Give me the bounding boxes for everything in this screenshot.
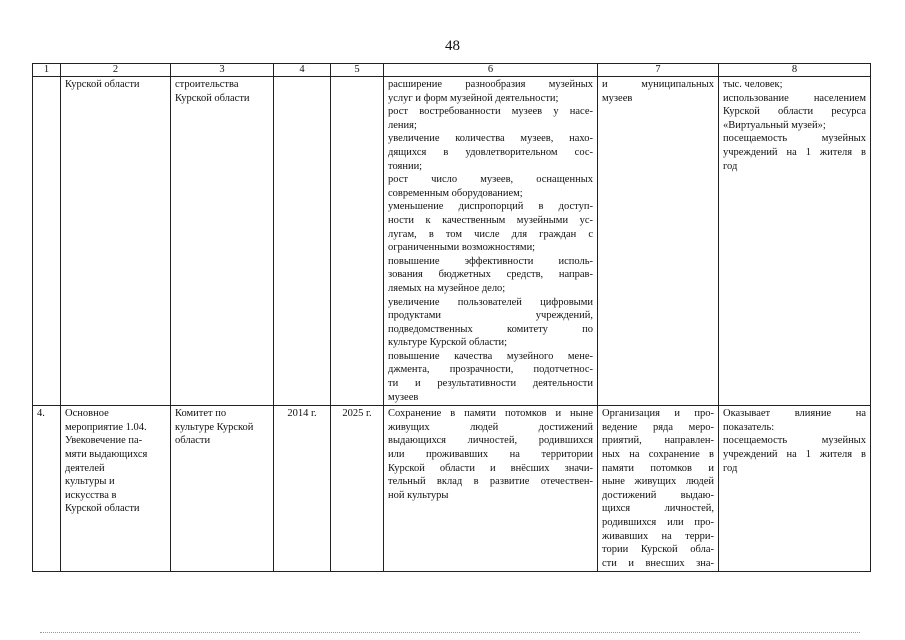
header-col-2: 2 <box>61 64 171 77</box>
cell-text-line: повышение эффективности исполь- <box>388 255 593 267</box>
header-col-5: 5 <box>331 64 384 77</box>
cell-text-line: ности к качественным музейными ус- <box>388 214 593 226</box>
cell-text-line: уменьшение диспропорций в доступ- <box>388 201 593 213</box>
cell-text-line: тыс. человек; <box>723 79 783 90</box>
cell-text-line: ти и результативности деятельности <box>388 378 593 390</box>
cell-text-line: тельный вклад в развитие отечествен- <box>388 476 593 488</box>
table-row <box>33 77 871 406</box>
header-col-7: 7 <box>598 64 719 77</box>
cell-text-line: строительства <box>175 79 239 90</box>
cell-end <box>331 77 384 406</box>
cell-text-line: джмента, прозрачности, подотчетнос- <box>388 364 593 376</box>
cell-text-line: искусства в <box>65 489 117 501</box>
cell-text-line: Курской области <box>65 79 140 90</box>
cell-text-line: ляемых на музейное дело; <box>388 282 506 294</box>
cell-text-line: использование населением <box>723 92 866 104</box>
cell-text-line: культуре Курской <box>175 421 254 433</box>
cell-text-line: культуры и <box>65 476 115 488</box>
program-table <box>32 63 871 572</box>
cell-text-line: «Виртуальный музей»; <box>723 119 826 131</box>
cell-text-line: мероприятие 1.04. <box>65 421 147 433</box>
cell-text-line: год <box>723 160 738 172</box>
cell-text-line: ной культуры <box>388 489 449 501</box>
cell-text-line: рост востребованности музеев у насе- <box>388 106 593 118</box>
cell-text-line: учреждений на 1 жителя в <box>723 146 866 158</box>
cell-text-line: посещаемость музейных <box>723 133 866 145</box>
header-col-8: 8 <box>719 64 871 77</box>
cell-consequences <box>598 406 719 572</box>
header-col-6: 6 <box>384 64 598 77</box>
cell-text-line: Курской области <box>65 503 140 515</box>
table-header-row <box>33 64 871 77</box>
cell-text-line: деятелей <box>65 462 105 474</box>
cell-indicator-link <box>719 406 871 572</box>
cell-text-line: учреждений на 1 жителя в <box>723 449 866 461</box>
cell-text-line: Сохранение в памяти потомков и ныне <box>388 408 593 420</box>
cell-executor <box>171 406 274 572</box>
cell-text-line: ограниченными возможностями; <box>388 242 536 254</box>
cell-name <box>61 77 171 406</box>
cell-expected-result <box>384 406 598 572</box>
cell-text-line: живавших на терри- <box>602 530 714 542</box>
cell-text-line: и муниципальных <box>602 79 714 90</box>
cell-executor <box>171 77 274 406</box>
cell-text-line: выдающихся личностей, родившихся <box>388 435 593 447</box>
cell-text-line: увеличение количества музеев, нахо- <box>388 133 593 145</box>
cell-text-line: ныне живущих людей <box>602 476 714 488</box>
cell-name <box>61 406 171 572</box>
scan-artifact-line <box>40 632 860 635</box>
cell-text-line: увеличение пользователей цифровыми <box>388 296 593 308</box>
cell-indicator-link <box>719 77 871 406</box>
cell-end: 2025 г. <box>331 406 384 572</box>
cell-text-line: расширение разнообразия музейных <box>388 79 593 90</box>
cell-text-line: лугам, в том числе для граждан с <box>388 228 593 240</box>
cell-consequences <box>598 77 719 406</box>
cell-text-line: Оказывает влияние на <box>723 408 866 420</box>
cell-text-line: посещаемость музейных <box>723 435 866 447</box>
cell-text-line: или проживавших на территории <box>388 449 593 461</box>
cell-expected-result <box>384 77 598 406</box>
header-col-4: 4 <box>274 64 331 77</box>
cell-text-line: родившихся или про- <box>602 517 714 528</box>
cell-text-line: достижений выдаю- <box>602 489 714 501</box>
cell-start <box>274 77 331 406</box>
cell-text-line: ления; <box>388 119 417 131</box>
cell-text-line: живущих людей достижений <box>388 421 593 433</box>
cell-text-line: современным оборудованием; <box>388 187 523 199</box>
page-number: 48 <box>445 38 460 54</box>
header-col-1: 1 <box>33 64 61 77</box>
cell-text-line: дящихся в удовлетворительном сос- <box>388 146 593 158</box>
cell-text-line: тоянии; <box>388 160 423 172</box>
cell-text-line: Увековечение па- <box>65 435 143 447</box>
cell-text-line: памяти потомков и <box>602 462 714 474</box>
cell-text-line: рост число музеев, оснащенных <box>388 174 593 186</box>
cell-text-line: музеев <box>388 391 419 403</box>
table-row <box>33 406 871 572</box>
cell-text-line: Организация и про- <box>602 408 714 420</box>
cell-text-line: области <box>175 435 211 447</box>
cell-text-line: щихся личностей, <box>602 503 714 515</box>
cell-text-line: Курской области и внёсших значи- <box>388 462 593 474</box>
header-col-3: 3 <box>171 64 274 77</box>
cell-text-line: сти и внесших зна- <box>602 557 714 569</box>
cell-text-line: продуктами учреждений, <box>388 310 593 322</box>
cell-text-line: культуре Курской области; <box>388 337 508 349</box>
cell-text-line: ведение ряда меро- <box>602 421 714 433</box>
cell-text-line: показатель: <box>723 421 775 433</box>
cell-text-line: зования бюджетных средств, направ- <box>388 269 593 281</box>
cell-text-line: Комитет по <box>175 408 227 420</box>
cell-text-line: Курской области <box>175 92 250 104</box>
cell-text-line: тории Курской обла- <box>602 544 714 556</box>
cell-num <box>33 77 61 406</box>
cell-num: 4. <box>33 406 61 572</box>
cell-text-line: услуг и форм музейной деятельности; <box>388 92 559 104</box>
cell-text-line: повышение качества музейного мене- <box>388 350 593 362</box>
cell-text-line: Курской области ресурса <box>723 106 866 118</box>
cell-text-line: мяти выдающихся <box>65 449 148 461</box>
cell-text-line: приятий, направлен- <box>602 435 714 447</box>
cell-text-line: музеев <box>602 92 633 104</box>
cell-text-line: подведомственных комитету по <box>388 323 593 335</box>
cell-text-line: Основное <box>65 408 109 420</box>
cell-text-line: год <box>723 462 738 474</box>
cell-text-line: ных на сохранение в <box>602 449 714 461</box>
cell-start: 2014 г. <box>274 406 331 572</box>
